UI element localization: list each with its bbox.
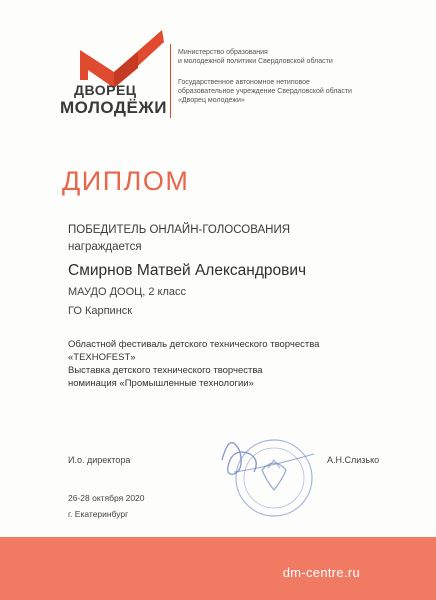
event-line-2: «TEXHOFEST» xyxy=(68,352,136,363)
winner-line: ПОБЕДИТЕЛЬ ОНЛАЙН-ГОЛОСОВАНИЯ xyxy=(68,224,291,236)
logo-line-1: ДВОРЕЦ xyxy=(74,82,137,98)
event-line-4: номинация «Промышленные технологии» xyxy=(68,378,254,389)
event-line-1: Областной фестиваль детского технического творчества xyxy=(68,339,320,350)
institution-text: Государственное автономное нетиповое образовательное учреждение Свердловской области «Дворец молодежи» xyxy=(178,79,352,104)
recipient-name: Смирнов Матвей Александрович xyxy=(68,262,307,279)
footer-band xyxy=(0,537,436,600)
awarded-label: награждается xyxy=(68,241,142,253)
header-divider xyxy=(170,44,171,118)
event-date: 26-28 октября 2020 xyxy=(68,493,145,503)
recipient-school: МАУДО ДООЦ, 2 класс xyxy=(68,286,187,298)
diploma-title: ДИПЛОМ xyxy=(62,166,190,196)
event-description xyxy=(68,338,319,390)
signatory-name: А.Н.Слизько xyxy=(327,455,380,465)
website-link[interactable]: dm-centre.ru xyxy=(282,565,360,580)
official-stamp-icon xyxy=(212,420,322,520)
recipient-city: ГО Карпинск xyxy=(68,305,133,317)
ministry-text: Министерство образования и молодежной политики Свердловской области xyxy=(178,49,333,65)
signatory-role: И.о. директора xyxy=(68,455,131,465)
event-line-3: Выставка детского технического творчества xyxy=(68,365,263,376)
logo-line-2: МОЛОДЁЖИ xyxy=(60,98,167,117)
event-place: г. Екатеринбург xyxy=(68,509,129,519)
